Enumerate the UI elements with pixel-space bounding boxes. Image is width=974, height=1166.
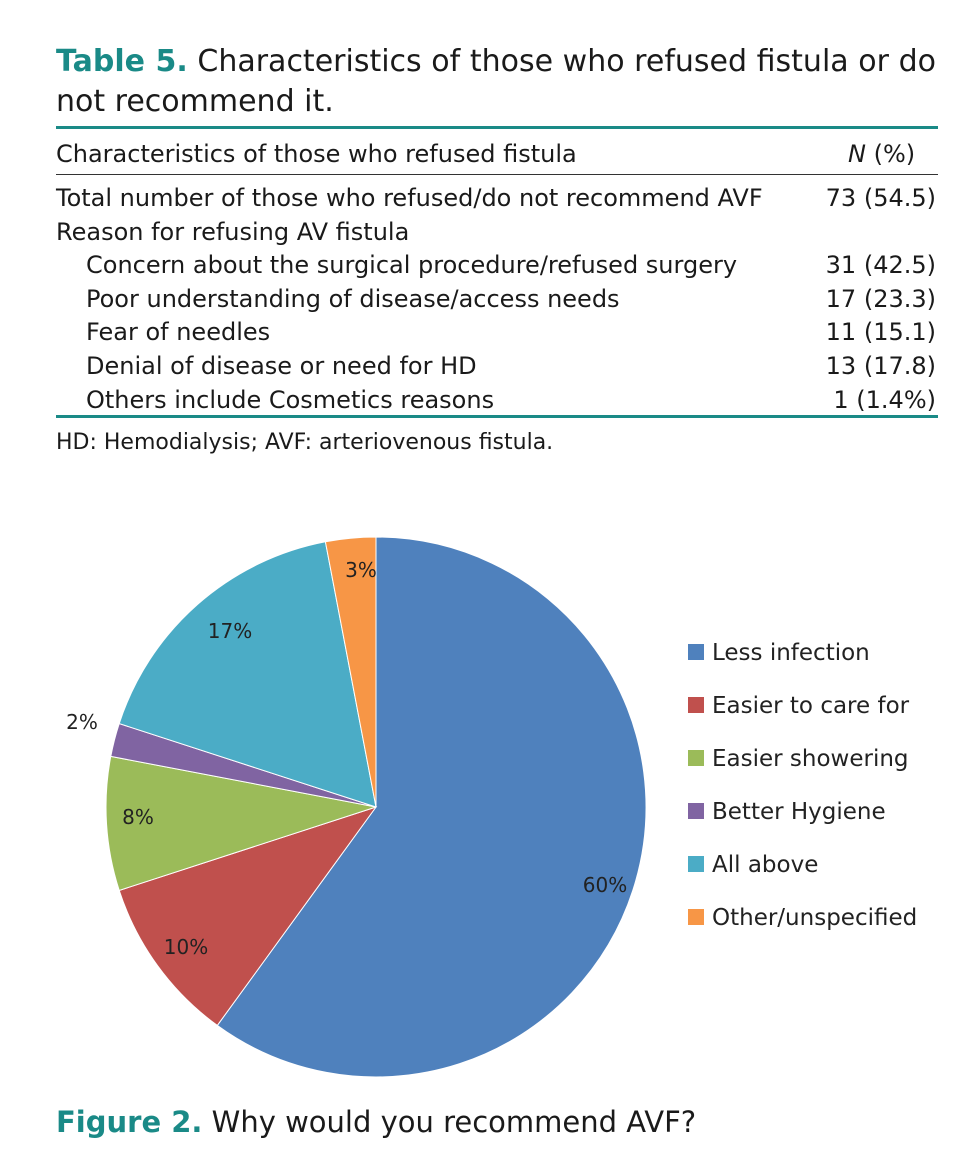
table-row-label: Others include Cosmetics reasons [86, 385, 495, 414]
figure-caption [56, 1102, 696, 1142]
figure-label: Figure 2. [56, 1105, 203, 1139]
legend-label-better-hygiene: Better Hygiene [712, 799, 886, 825]
table-row-value: 31 (42.5) [825, 251, 936, 280]
legend-swatch-less-infection [688, 644, 704, 660]
legend-label-less-infection: Less infection [712, 640, 870, 666]
table-row-value: 13 (17.8) [825, 352, 936, 380]
table-footnote: HD: Hemodialysis; AVF: arteriovenous fistula. [56, 430, 554, 455]
table-row-label: Reason for refusing AV fistula [56, 217, 410, 246]
legend-swatch-other-unspecified [688, 909, 704, 925]
table-header-characteristics: Characteristics of those who refused fistula [56, 140, 577, 168]
legend-label-all-above: All above [712, 852, 819, 878]
table-row-label: Poor understanding of disease/access needs [86, 284, 620, 313]
table-row-value: 1 (1.4%) [833, 385, 936, 414]
table-row-value: 73 (54.5) [825, 184, 936, 212]
table-row-value: 11 (15.1) [825, 318, 936, 347]
legend-label-easier-showering: Easier showering [712, 746, 909, 772]
legend-swatch-better-hygiene [688, 803, 704, 819]
legend-swatch-easier-showering [688, 750, 704, 766]
table-header-n-rest: (%) [865, 140, 916, 168]
pie-label-less-infection: 60% [582, 873, 628, 897]
legend-label-easier-to-care-for: Easier to care for [712, 693, 910, 719]
pie-label-better-hygiene: 2% [66, 710, 98, 734]
table-row-label: Denial of disease or need for HD [86, 352, 477, 380]
table-label: Table 5. [56, 44, 188, 79]
table-row-value: 17 (23.3) [825, 284, 936, 313]
table-header-n-italic: N [848, 140, 866, 168]
legend-label-other-unspecified: Other/unspecified [712, 905, 918, 931]
table-row-label: Fear of needles [86, 318, 271, 347]
table-row-label: Total number of those who refused/do not recommend AVF [56, 184, 763, 212]
pie-label-other-unspecified: 3% [345, 558, 377, 582]
table-row-label: Concern about the surgical procedure/refused surgery [86, 251, 738, 280]
table-title: Characteristics of those who refused fistula or do not recommend it. [56, 44, 936, 119]
legend-swatch-easier-to-care-for [688, 697, 704, 713]
legend-swatch-all-above [688, 856, 704, 872]
pie-label-easier-to-care-for: 10% [163, 935, 209, 959]
pie-label-easier-showering: 8% [122, 805, 154, 829]
figure-caption-text: Why would you recommend AVF? [211, 1105, 697, 1139]
pie-label-all-above: 17% [207, 619, 253, 643]
